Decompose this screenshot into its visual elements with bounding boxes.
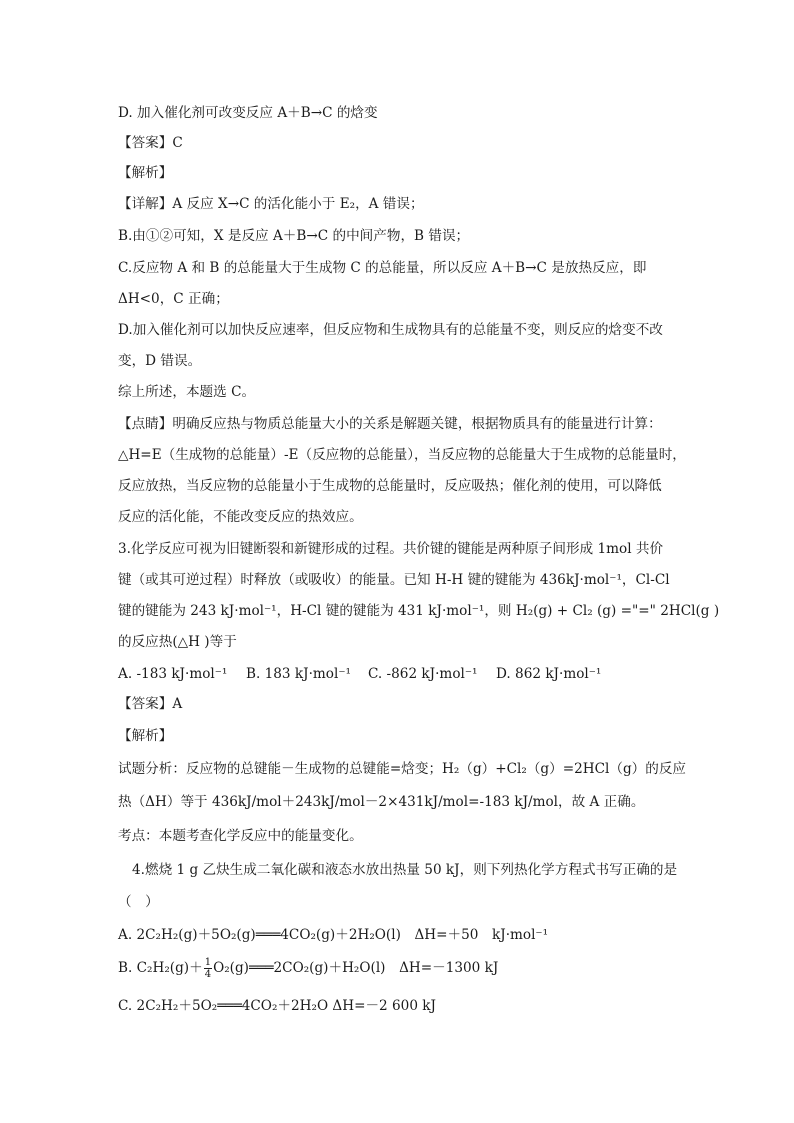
answer-label-q3: 【答案】A [118,696,183,712]
question-3-line-4: 的反应热(△H )等于 [118,634,237,650]
summary-line: 综上所述，本题选 C。 [118,384,256,400]
fraction-numerator: 1 [204,957,212,968]
option-b-suffix: O₂(g)═══2CO₂(g)＋H₂O(l) ΔH=－1300 kJ [213,960,499,976]
test-point-line: 考点：本题考查化学反应中的能量变化。 [118,828,363,844]
question-3-line-1: 3.化学反应可视为旧键断裂和新键形成的过程。共价键的键能是两种原子间形成 1mol 共价 [118,541,664,557]
option-a-q4: A. 2C₂H₂(g)＋5O₂(g)═══4CO₂(g)＋2H₂O(l) ΔH=＋50 kJ·mol⁻¹ [118,927,549,943]
option-b-q4 [118,957,498,980]
option-c-q4: C. 2C₂H₂＋5O₂═══4CO₂＋2H₂O ΔH=－2 600 kJ [118,998,436,1014]
analysis-line-1: 试题分析：反应物的总键能－生成物的总键能=焓变；H₂（g）+Cl₂（g）=2HCl（g）的反应 [118,761,687,777]
key-point-line-1: 【点睛】明确反应热与物质总能量大小的关系是解题关键，根据物质具有的能量进行计算： [118,416,662,432]
option-b-q3: B. 183 kJ·mol⁻¹ [246,666,351,682]
question-4-line-1: 4.燃烧 1 g 乙炔生成二氧化碳和液态水放出热量 50 kJ，则下列热化学方程式书写正确的是 [132,862,678,878]
question-4-line-2: （ ） [118,894,159,910]
explanation-line-c: C.反应物 A 和 B 的总能量大于生成物 C 的总能量，所以反应 A＋B→C 是放热反应，即 [118,260,647,276]
option-d-q2: D. 加入催化剂可改变反应 A＋B→C 的焓变 [118,105,378,121]
key-point-line-2: △H=E（生成物的总能量）-E（反应物的总能量），当反应物的总能量大于生成物的总能量时， [118,447,686,463]
explanation-line-b: B.由①②可知，X 是反应 A＋B→C 的中间产物，B 错误； [118,228,470,244]
explanation-line-c-cont: ΔH<0，C 正确； [118,291,229,307]
analysis-label-q3: 【解析】 [118,728,173,744]
question-3-options [118,664,601,684]
key-point-line-3: 反应放热，当反应物的总能量小于生成物的总能量时，反应吸热；催化剂的使用，可以降低 [118,478,662,494]
explanation-line-d-cont: 变，D 错误。 [118,353,202,369]
answer-label-q2: 【答案】C [118,135,183,151]
key-point-line-4: 反应的活化能，不能改变反应的热效应。 [118,509,363,525]
option-d-q3: D. 862 kJ·mol⁻¹ [496,666,602,682]
option-c-q3: C. -862 kJ·mol⁻¹ [368,666,478,682]
analysis-label-q2: 【解析】 [118,165,173,181]
fraction [204,957,212,980]
fraction-denominator: 4 [204,969,212,980]
explanation-line-a: 【详解】A 反应 X→C 的活化能小于 E₂，A 错误； [118,196,424,212]
option-a-q3: A. -183 kJ·mol⁻¹ [118,666,228,682]
question-3-line-3: 键的键能为 243 kJ·mol⁻¹，H-Cl 键的键能为 431 kJ·mol⁻¹，则 H₂(g) + Cl₂ (g) ="=" 2HCl(g ) [118,603,720,619]
option-b-prefix: B. C₂H₂(g)＋ [118,960,203,976]
question-3-line-2: 键（或其可逆过程）时释放（或吸收）的能量。已知 H-H 键的键能为 436kJ·mol⁻¹，Cl-Cl [118,572,670,588]
analysis-line-2: 热（ΔH）等于 436kJ/mol＋243kJ/mol－2×431kJ/mol=-183 kJ/mol，故 A 正确。 [118,794,645,810]
explanation-line-d: D.加入催化剂可以加快反应速率，但反应物和生成物具有的总能量不变，则反应的焓变不改 [118,322,663,338]
